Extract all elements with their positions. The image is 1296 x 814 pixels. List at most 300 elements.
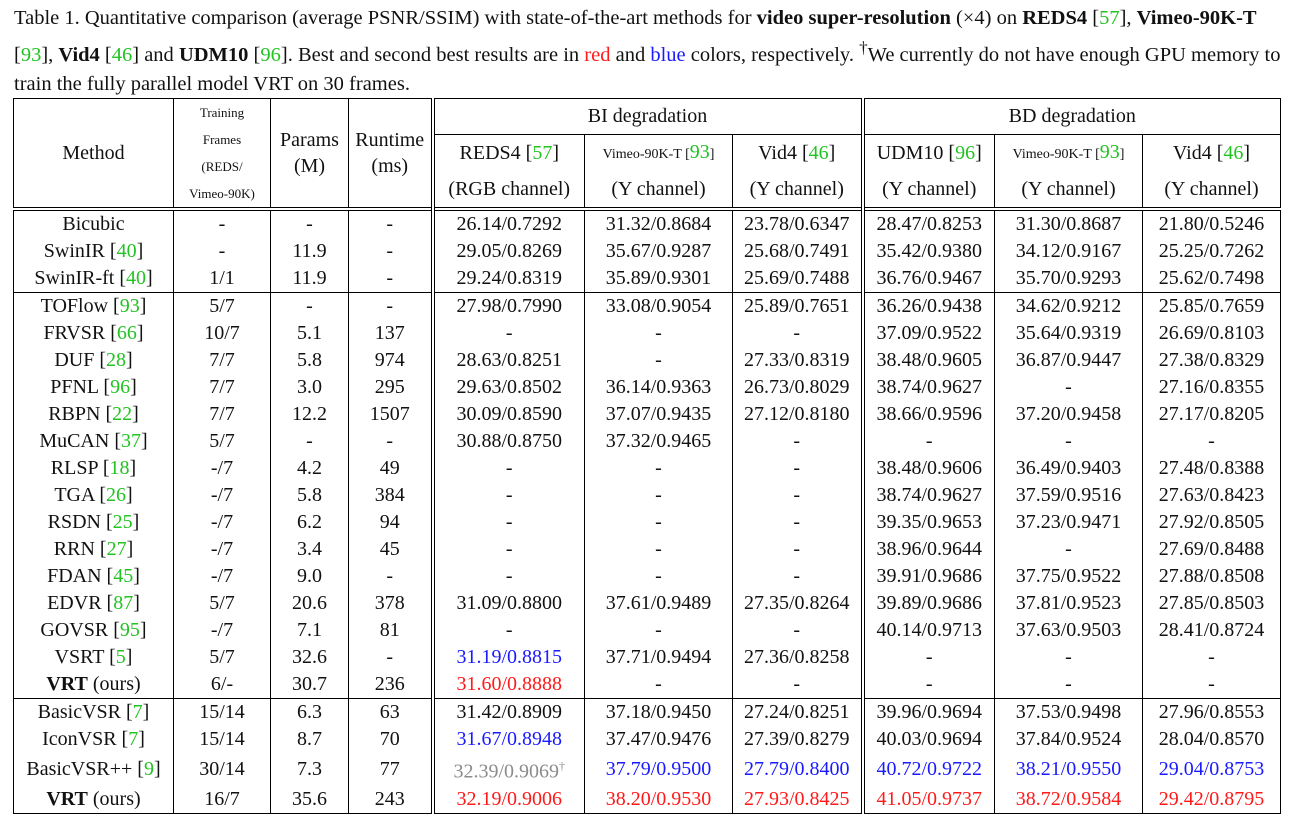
psnr-ssim-value: 27.39/0.8279 [743, 728, 850, 750]
method-ref-link[interactable]: 40 [126, 267, 146, 289]
method-name: FDAN [47, 565, 102, 587]
training-frames-cell: - [174, 238, 271, 265]
psnr-ssim-value: 27.69/0.8488 [1158, 538, 1265, 560]
dagger-mark: † [559, 759, 566, 773]
method-cell: RRN [27] [14, 536, 174, 563]
runtime-cell: 45 [379, 538, 400, 560]
method-name: VRT [46, 673, 88, 695]
caption-ref-link[interactable]: 96 [260, 43, 281, 66]
score-cell [995, 482, 1143, 509]
score-cell [585, 617, 733, 644]
psnr-ssim-value: 37.79/0.9500 [605, 757, 712, 780]
method-ref-link[interactable]: 5 [115, 646, 126, 668]
psnr-ssim-value: 27.17/0.8205 [1158, 403, 1265, 425]
score-cell [433, 617, 585, 644]
psnr-ssim-value: - [505, 619, 513, 641]
psnr-ssim-value: 32.39/0.9069 [453, 760, 560, 783]
psnr-ssim-value: 37.09/0.9522 [876, 322, 983, 344]
psnr-ssim-value: 39.96/0.9694 [876, 701, 983, 723]
training-frames-cell: - [174, 209, 271, 238]
score-cell [433, 536, 585, 563]
method-ref-link[interactable]: 26 [106, 484, 126, 506]
table-row [14, 563, 1281, 590]
table-row [14, 617, 1281, 644]
header-runtime: Runtime (ms) [355, 129, 425, 177]
runtime-cell: - [349, 293, 433, 321]
method-cell [14, 209, 174, 238]
score-cell [733, 617, 863, 644]
score-cell [1143, 536, 1281, 563]
method-ref-link[interactable]: 25 [112, 511, 133, 533]
training-frames-cell: -/7 [174, 509, 271, 536]
table-row [14, 482, 1281, 509]
psnr-ssim-value: 36.26/0.9438 [876, 295, 983, 317]
score-cell [863, 699, 995, 727]
caption-ref-link[interactable]: 93 [20, 43, 42, 66]
score-cell [995, 320, 1143, 347]
caption-udm10: UDM10 [178, 43, 249, 66]
score-cell [585, 726, 733, 753]
method-ref-link[interactable]: 22 [112, 403, 133, 425]
score-cell [433, 238, 585, 265]
psnr-ssim-value: 26.69/0.8103 [1158, 322, 1265, 344]
method-ref-link[interactable]: 87 [113, 592, 134, 614]
runtime-cell: 384 [374, 484, 405, 506]
training-frames-cell: 16/7 [174, 786, 271, 814]
method-ref-link[interactable]: 66 [116, 322, 137, 344]
header-ref-link[interactable]: 46 [808, 141, 829, 164]
score-cell [1143, 786, 1281, 814]
psnr-ssim-value: 25.89/0.7651 [743, 295, 850, 317]
table-row [14, 265, 1281, 293]
score-cell [585, 428, 733, 455]
score-cell [1143, 347, 1281, 374]
score-cell [995, 644, 1143, 671]
psnr-ssim-value: - [655, 673, 662, 695]
training-frames-cell: 10/7 [174, 320, 271, 347]
psnr-ssim-value: 37.53/0.9498 [1015, 701, 1122, 723]
score-cell [733, 347, 863, 374]
psnr-ssim-value: 39.35/0.9653 [876, 511, 983, 533]
psnr-ssim-value: 37.47/0.9476 [605, 728, 712, 750]
psnr-ssim-value: - [655, 484, 662, 506]
psnr-ssim-value: 25.25/0.7262 [1158, 240, 1265, 262]
method-name: MuCAN [39, 430, 110, 452]
score-cell [433, 428, 585, 455]
caption-dagger: † [859, 38, 868, 57]
method-cell: DUF [28] [14, 347, 174, 374]
caption-red-word: red [584, 43, 611, 66]
training-frames-cell: 7/7 [174, 401, 271, 428]
score-cell [995, 401, 1143, 428]
score-cell [733, 536, 863, 563]
training-frames-cell: 5/7 [174, 644, 271, 671]
psnr-ssim-value: 38.66/0.9596 [876, 403, 983, 425]
score-cell [863, 238, 995, 265]
method-name: RRN [53, 538, 95, 560]
psnr-ssim-value: 38.21/0.9550 [1015, 757, 1122, 780]
psnr-ssim-value: - [655, 565, 662, 587]
psnr-ssim-value: 31.09/0.8800 [456, 592, 563, 614]
method-name: RSDN [47, 511, 101, 533]
training-frames-cell: 5/7 [174, 428, 271, 455]
method-ref-link[interactable]: 28 [106, 349, 126, 371]
psnr-ssim-value: - [655, 538, 662, 560]
psnr-ssim-value: 28.63/0.8251 [456, 349, 563, 371]
params-cell: 3.0 [271, 374, 349, 401]
params-cell: 12.2 [271, 401, 349, 428]
psnr-ssim-value: 39.91/0.9686 [876, 565, 983, 587]
score-cell [863, 401, 995, 428]
psnr-ssim-value: 34.62/0.9212 [1015, 295, 1122, 317]
psnr-ssim-value: - [925, 673, 933, 695]
score-cell [1143, 293, 1281, 321]
runtime-cell: 974 [374, 349, 405, 371]
header-ref-link[interactable]: 96 [955, 141, 976, 164]
table-row [14, 590, 1281, 617]
header-col-udm10: UDM10 [96] [863, 134, 995, 172]
score-cell [1143, 428, 1281, 455]
psnr-ssim-value: 40.14/0.9713 [876, 619, 983, 641]
psnr-ssim-value: 37.23/0.9471 [1015, 511, 1122, 533]
method-name: SwinIR-ft [34, 267, 115, 289]
score-cell [995, 563, 1143, 590]
params-cell: 5.8 [271, 482, 349, 509]
method-name: DUF [54, 349, 95, 371]
score-cell [433, 590, 585, 617]
runtime-cell: 1507 [369, 403, 410, 425]
runtime-cell: 137 [374, 322, 405, 344]
method-suffix: (ours) [87, 673, 141, 695]
header-training-frames: Training Frames (REDS/ Vimeo-90K) [174, 99, 271, 210]
runtime-cell: 94 [379, 511, 400, 533]
params-cell: 9.0 [271, 563, 349, 590]
score-cell [585, 590, 733, 617]
header-col-vid4-bi: Vid4 [46] [758, 141, 836, 164]
table-row [14, 374, 1281, 401]
table-row [14, 644, 1281, 671]
method-ref-link[interactable]: 27 [106, 538, 127, 560]
score-cell [433, 401, 585, 428]
score-cell [995, 428, 1143, 455]
params-cell: 8.7 [271, 726, 349, 753]
psnr-ssim-value: 25.85/0.7659 [1158, 295, 1265, 317]
psnr-ssim-value: 38.72/0.9584 [1015, 787, 1122, 810]
psnr-ssim-value: - [1208, 646, 1215, 668]
header-params: Params (M) [271, 99, 349, 210]
score-cell [995, 699, 1143, 727]
training-frames-cell: -/7 [174, 617, 271, 644]
training-frames-cell: -/7 [174, 536, 271, 563]
psnr-ssim-value: 37.71/0.9494 [605, 646, 712, 668]
psnr-ssim-value: 37.75/0.9522 [1015, 565, 1122, 587]
score-cell [1143, 563, 1281, 590]
psnr-ssim-value: 37.59/0.9516 [1015, 484, 1122, 506]
psnr-ssim-value: - [793, 322, 801, 344]
score-cell [995, 265, 1143, 293]
psnr-ssim-value: - [793, 511, 801, 533]
psnr-ssim-value: 27.12/0.8180 [743, 403, 850, 425]
runtime-cell: 49 [379, 457, 400, 479]
psnr-ssim-value: 27.88/0.8508 [1158, 565, 1265, 587]
score-cell [585, 509, 733, 536]
score-cell [585, 455, 733, 482]
psnr-ssim-value: 36.49/0.9403 [1015, 457, 1122, 479]
psnr-ssim-value: 39.89/0.9686 [876, 592, 983, 614]
params-cell: 20.6 [271, 590, 349, 617]
params-cell: 11.9 [271, 265, 349, 293]
method-name: VRT [46, 787, 88, 810]
psnr-ssim-value: 38.48/0.9606 [876, 457, 983, 479]
score-cell [1143, 671, 1281, 699]
training-frames-cell: 15/14 [174, 726, 271, 753]
psnr-ssim-value: - [655, 511, 662, 533]
psnr-ssim-value: 29.42/0.8795 [1158, 787, 1265, 810]
method-cell: GOVSR [95] [14, 617, 174, 644]
method-name: GOVSR [40, 619, 109, 641]
score-cell [585, 293, 733, 321]
psnr-ssim-value: 27.35/0.8264 [743, 592, 850, 614]
training-frames-cell: 6/- [174, 671, 271, 699]
psnr-ssim-value: 31.30/0.8687 [1015, 213, 1122, 235]
psnr-ssim-value: 27.63/0.8423 [1158, 484, 1265, 506]
score-cell [863, 786, 995, 814]
psnr-ssim-value: 38.96/0.9644 [876, 538, 983, 560]
training-frames-cell: 7/7 [174, 374, 271, 401]
method-cell: MuCAN [37] [14, 428, 174, 455]
training-frames-cell: 7/7 [174, 347, 271, 374]
psnr-ssim-value: - [655, 619, 662, 641]
results-table-wrapper [13, 98, 1281, 814]
psnr-ssim-value: 37.18/0.9450 [605, 701, 712, 723]
header-bd-degradation: BD degradation [863, 99, 1281, 135]
score-cell [863, 482, 995, 509]
params-cell: - [271, 209, 349, 238]
score-cell [733, 209, 863, 238]
psnr-ssim-value: - [505, 457, 513, 479]
score-cell [863, 671, 995, 699]
score-cell [863, 509, 995, 536]
psnr-ssim-value: - [793, 484, 801, 506]
psnr-ssim-value: - [1065, 673, 1072, 695]
method-name: EDVR [47, 592, 102, 614]
score-cell [1143, 699, 1281, 727]
method-ref-link[interactable]: 9 [143, 757, 154, 780]
header-ref-link[interactable]: 93 [689, 140, 710, 163]
training-frames-cell: 1/1 [174, 265, 271, 293]
method-ref-link[interactable]: 45 [113, 565, 134, 587]
method-name: RLSP [50, 457, 98, 479]
score-cell [433, 509, 585, 536]
score-cell [733, 455, 863, 482]
score-cell [1143, 753, 1281, 786]
score-cell [1143, 320, 1281, 347]
score-cell [733, 320, 863, 347]
method-cell: BasicVSR++ [9] [14, 753, 174, 786]
psnr-ssim-value: 36.87/0.9447 [1015, 349, 1122, 371]
psnr-ssim-value: - [793, 565, 801, 587]
method-ref-link[interactable]: 95 [119, 619, 140, 641]
header-ref-link[interactable]: 57 [532, 141, 553, 164]
score-cell [585, 265, 733, 293]
psnr-ssim-value: 30.09/0.8590 [456, 403, 563, 425]
score-cell [733, 374, 863, 401]
psnr-ssim-value: 26.73/0.8029 [743, 376, 850, 398]
params-cell: 7.3 [271, 753, 349, 786]
psnr-ssim-value: 29.24/0.8319 [456, 267, 563, 289]
score-cell [995, 347, 1143, 374]
psnr-ssim-value: - [655, 457, 662, 479]
psnr-ssim-value: 31.32/0.8684 [605, 213, 712, 235]
psnr-ssim-value: 35.64/0.9319 [1015, 322, 1122, 344]
psnr-ssim-value: 27.24/0.8251 [743, 701, 850, 723]
table-body [14, 209, 1281, 813]
caption-vid4: Vid4 [58, 43, 100, 66]
params-cell: 4.2 [271, 455, 349, 482]
score-cell [1143, 617, 1281, 644]
psnr-ssim-value: 37.32/0.9465 [605, 430, 712, 452]
psnr-ssim-value: 29.04/0.8753 [1158, 757, 1265, 780]
psnr-ssim-value: 38.48/0.9605 [876, 349, 983, 371]
psnr-ssim-value: 27.93/0.8425 [743, 787, 850, 810]
score-cell [863, 617, 995, 644]
caption-note: We currently do not have enough GPU memory to train the fully parallel model VRT on 30 frames. [14, 43, 1281, 95]
psnr-ssim-value: - [793, 457, 801, 479]
caption-reds4: REDS4 [1022, 7, 1088, 29]
header-channel: (Y channel) [749, 177, 844, 200]
psnr-ssim-value: 25.68/0.7491 [743, 240, 850, 262]
score-cell [585, 644, 733, 671]
psnr-ssim-value: 30.88/0.8750 [456, 430, 563, 452]
method-name: Bicubic [62, 213, 125, 235]
score-cell [433, 671, 585, 699]
psnr-ssim-value: 31.42/0.8909 [456, 701, 563, 723]
runtime-cell: - [386, 240, 394, 262]
method-ref-link[interactable]: 7 [132, 701, 143, 723]
method-cell: BasicVSR [7] [14, 699, 174, 727]
runtime-cell: - [386, 267, 394, 289]
score-cell [995, 726, 1143, 753]
psnr-ssim-value: - [505, 484, 513, 506]
psnr-ssim-value: 27.92/0.8505 [1158, 511, 1265, 533]
psnr-ssim-value: 35.42/0.9380 [876, 240, 983, 262]
score-cell [733, 590, 863, 617]
method-ref-link[interactable]: 37 [121, 430, 141, 452]
method-name: FRVSR [43, 322, 106, 344]
psnr-ssim-value: - [655, 322, 662, 344]
method-cell: FDAN [45] [14, 563, 174, 590]
psnr-ssim-value: 27.98/0.7990 [456, 295, 563, 317]
psnr-ssim-value: 28.04/0.8570 [1158, 728, 1265, 750]
table-row [14, 536, 1281, 563]
score-cell [433, 482, 585, 509]
params-cell: - [271, 293, 349, 321]
method-name: PFNL [50, 376, 99, 398]
score-cell [995, 455, 1143, 482]
score-cell [1143, 374, 1281, 401]
params-cell: 32.6 [271, 644, 349, 671]
psnr-ssim-value: - [1208, 430, 1215, 452]
score-cell [585, 347, 733, 374]
method-ref-link[interactable]: 96 [110, 376, 131, 398]
score-cell [433, 455, 585, 482]
runtime-cell: 378 [374, 592, 405, 614]
runtime-cell: - [386, 565, 394, 587]
params-cell: 35.6 [271, 786, 349, 814]
method-cell [14, 786, 174, 814]
psnr-ssim-value: 36.14/0.9363 [605, 376, 712, 398]
score-cell [585, 209, 733, 238]
score-cell [585, 482, 733, 509]
score-cell [863, 265, 995, 293]
score-cell [863, 347, 995, 374]
header-bi-degradation: BI degradation [433, 99, 863, 135]
method-name: RBPN [48, 403, 101, 425]
table-row [14, 209, 1281, 238]
method-ref-link[interactable]: 18 [109, 457, 130, 479]
psnr-ssim-value: - [1208, 673, 1215, 695]
method-cell: RLSP [18] [14, 455, 174, 482]
score-cell [1143, 265, 1281, 293]
score-cell [1143, 590, 1281, 617]
method-cell [14, 671, 174, 699]
method-ref-link[interactable]: 40 [116, 240, 137, 262]
psnr-ssim-value: - [505, 565, 513, 587]
training-frames-cell: -/7 [174, 455, 271, 482]
params-cell: 5.8 [271, 347, 349, 374]
psnr-ssim-value: - [793, 538, 801, 560]
caption-ref-link[interactable]: 46 [111, 43, 133, 66]
psnr-ssim-value: 40.72/0.9722 [876, 757, 983, 780]
score-cell [733, 401, 863, 428]
score-cell [433, 374, 585, 401]
method-ref-link[interactable]: 7 [128, 728, 139, 750]
score-cell [733, 563, 863, 590]
score-cell [1143, 509, 1281, 536]
training-frames-cell: 30/14 [174, 753, 271, 786]
score-cell [733, 265, 863, 293]
table-row [14, 293, 1281, 321]
score-cell [733, 509, 863, 536]
psnr-ssim-value: 29.05/0.8269 [456, 240, 563, 262]
psnr-ssim-value: 37.07/0.9435 [605, 403, 712, 425]
caption-ref-link[interactable]: 57 [1099, 7, 1120, 29]
runtime-cell: 81 [379, 619, 400, 641]
score-cell [995, 293, 1143, 321]
method-name: VSRT [54, 646, 105, 668]
training-frames-cell: -/7 [174, 563, 271, 590]
psnr-ssim-value: 32.19/0.9006 [456, 787, 563, 810]
method-cell: TOFlow [93] [14, 293, 174, 321]
score-cell [433, 209, 585, 238]
method-ref-link[interactable]: 93 [119, 295, 140, 317]
caption-blue-word: blue [650, 43, 686, 66]
table-row [14, 401, 1281, 428]
header-ref-link[interactable]: 46 [1223, 141, 1244, 164]
psnr-ssim-value: 40.03/0.9694 [876, 728, 983, 750]
method-cell: RBPN [22] [14, 401, 174, 428]
psnr-ssim-value: 34.12/0.9167 [1015, 240, 1122, 262]
score-cell [733, 644, 863, 671]
method-cell: IconVSR [7] [14, 726, 174, 753]
score-cell [1143, 238, 1281, 265]
psnr-ssim-value: 26.14/0.7292 [456, 213, 563, 235]
method-cell: SwinIR-ft [40] [14, 265, 174, 293]
score-cell [995, 671, 1143, 699]
header-col-vid4-bd: Vid4 [46] [1172, 141, 1251, 164]
header-ref-link[interactable]: 93 [1099, 140, 1120, 163]
score-cell [433, 644, 585, 671]
